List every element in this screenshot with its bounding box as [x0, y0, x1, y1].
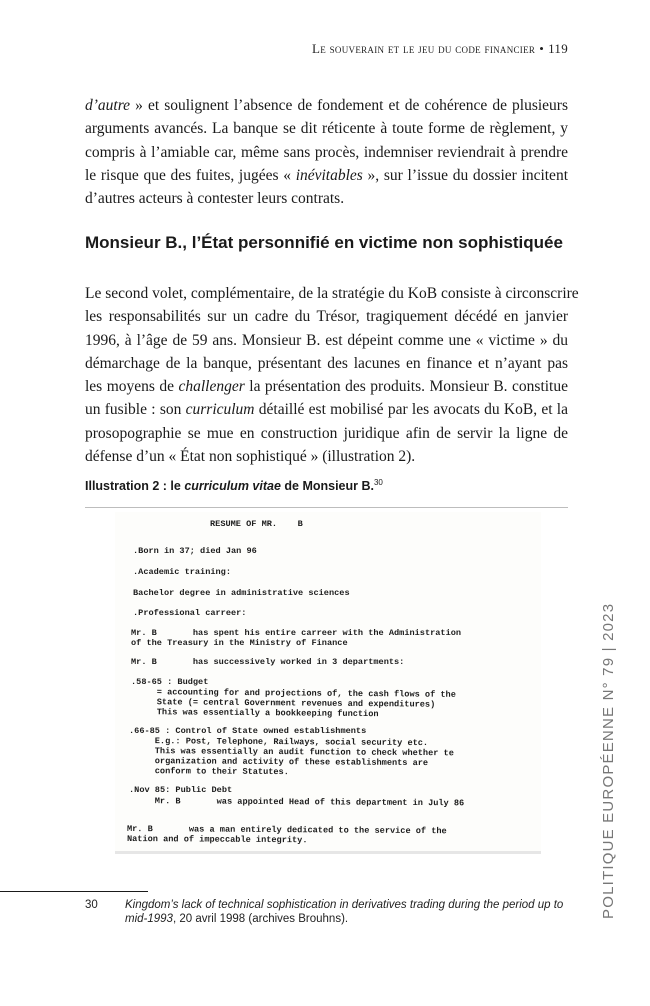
scan-line: of the Treasury in the Ministry of Finance	[131, 638, 348, 648]
paragraph-line	[85, 375, 568, 398]
scan-line: State (= central Government revenues and expenditures)	[130, 697, 436, 710]
text-run: un fusible : son	[85, 401, 186, 419]
footnote-rule	[0, 891, 148, 892]
italic-term: curriculum	[185, 401, 255, 419]
scan-line: conform to their Statutes.	[128, 766, 289, 778]
paragraph-line: arguments avancés. La banque se dit réticente à toute forme de règlement, y	[85, 120, 568, 138]
text-run: le risque que des fuites, jugées «	[85, 166, 296, 184]
page-number: 119	[548, 41, 568, 56]
scan-line: Mr. B has spent his entire carreer with the Administration	[131, 628, 462, 638]
header-bullet: •	[539, 41, 545, 56]
paragraph-line: défense d’un « État non sophistiqué » (illustration 2).	[85, 448, 416, 466]
scan-line: RESUME OF MR. B	[210, 519, 303, 529]
paragraph-line: 1996, à l’âge de 59 ans. Monsieur B. est dépeint comme une « victime » du	[85, 331, 568, 349]
scan-line: E.g.: Post, Telephone, Railways, social security etc.	[128, 736, 429, 749]
text-run: les moyens de	[85, 378, 179, 396]
paragraph-line: Le second volet, complémentaire, de la stratégie du KoB consiste à circonscrire	[85, 285, 579, 302]
italic-term: inévitables	[295, 166, 363, 184]
paragraph-1	[85, 94, 568, 210]
paragraph-line: prosopographie se mue en construction juridique afin de servir la ligne de	[85, 424, 568, 442]
scan-bottom-edge	[115, 851, 541, 854]
scan-line: .Professional carreer:	[133, 608, 247, 618]
paragraph-line: d’autres acteurs à contester leurs contrats.	[85, 190, 345, 208]
scan-line: .Nov 85: Public Debt	[129, 785, 233, 795]
scan-line: .66-85 : Control of State owned establishments	[129, 726, 367, 736]
caption-text: de Monsieur B.	[280, 479, 374, 493]
paragraph-line: les responsabilités sur un cadre du Trésor, tragiquement décédé en janvier	[85, 308, 568, 326]
scan-line: = accounting for and projections of, the cash flows of the	[130, 687, 456, 700]
scan-line: .58-65 : Budget	[131, 677, 209, 687]
text-run: », sur l’issue du dossier incitent	[362, 166, 568, 184]
journal-side-label: POLITIQUE EUROPÉENNE N° 79 | 2023	[600, 602, 617, 919]
paragraph-line	[85, 398, 568, 421]
paragraph-line	[85, 164, 568, 187]
caption-italic: curriculum vitae	[184, 479, 281, 493]
paragraph-line: démarchage de la banque, présentant des lacunes en finance et n’ayant pas	[85, 354, 568, 372]
text-run: détaillé est mobilisé par les avocats du KoB, et la	[254, 401, 568, 419]
scan-line: .Born in 37; died Jan 96	[133, 546, 257, 556]
scan-line: .Academic training:	[133, 567, 231, 577]
scan-line: Nation and of impeccable integrity.	[126, 834, 308, 846]
running-title: Le souverain et le jeu du code financier	[312, 41, 536, 56]
footnote-rest: , 20 avril 1998 (archives Brouhns).	[172, 912, 349, 925]
scan-line: This was essentially a bookkeeping function	[130, 707, 379, 720]
scan-line: This was essentially an audit function to check whether te	[128, 746, 454, 759]
paragraph-line	[85, 94, 568, 117]
figure-top-rule	[85, 507, 568, 508]
scan-line: Mr. B has successively worked in 3 departments:	[131, 657, 405, 667]
text-run: la présentation des produits. Monsieur B. constitue	[244, 378, 568, 396]
section-heading: Monsieur B., l’État personnifié en victime non sophistiquée	[85, 233, 563, 252]
text-run: » et soulignent l’absence de fondement et de cohérence de plusieurs	[130, 97, 568, 114]
running-header	[312, 41, 568, 57]
footnote-reference[interactable]: 30	[373, 478, 383, 487]
scan-line: organization and activity of these establishments are	[128, 756, 429, 769]
scan-line: Bachelor degree in administrative sciences	[133, 588, 350, 598]
italic-term: challenger	[178, 378, 245, 396]
caption-text: Illustration 2 : le	[85, 479, 185, 493]
footnote-text	[125, 899, 570, 926]
scan-line: Mr. B was appointed Head of this department in July 86	[128, 796, 465, 809]
scan-line: Mr. B was a man entirely dedicated to the service of the	[126, 824, 447, 837]
footnote-number: 30	[85, 899, 98, 911]
italic-term: d’autre	[85, 97, 131, 114]
paragraph-line: compris à l’amiable car, même sans procès, indemniser reviendrait à prendre	[85, 143, 568, 161]
figure-caption	[85, 478, 383, 493]
paragraph-2	[85, 282, 579, 468]
scanned-document-image	[115, 512, 541, 852]
footnote-italic: Kingdom’s lack of technical sophistication in derivatives trading during the period up to mid-1993	[125, 899, 564, 925]
